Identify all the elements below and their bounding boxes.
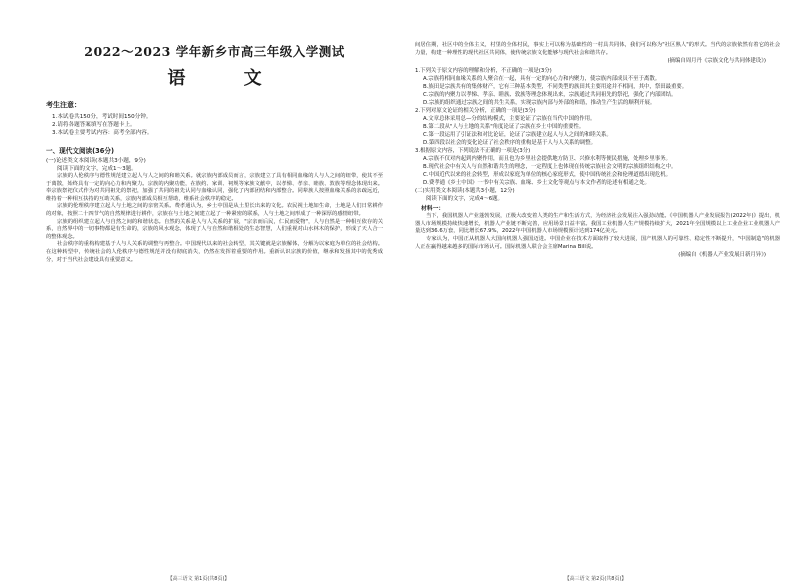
passage-paragraph: 宗族的组织建立起人与自然之间的和谐状态。自然的关系是人与人关系的扩展，"宗亲而后民，仁民而爱物"，人与自然是一种相互依存的关系，自然界中的一切事物都是有生命的，宗族的风水观念，体现了人与自然和谐相处的生态智慧，人们重视对山水林木的保护，形成了天人合一的整体观念。 <box>46 218 383 240</box>
option: C.宗族的内聚力以孝悌、孝亲、睦族、敦族等理念体现出来，宗族通过共同祖先的祭祀，强化了内部团结。 <box>423 92 677 99</box>
page-footer: 【高三语文 第2页(共8页)】 <box>564 576 627 582</box>
passage-paragraph: 宗族的人伦秩序与德性规范建立起人与人之间的和睦关系。就宗族内部成员而言，宗族建立了具有相同血缘的人与人之间的纽带，使其不至于离散，始终具有一定的向心力和内聚力。宗族的内聚功能，在族约、家训、祠规等家族文献中，以孝悌、孝亲、睦族、敦族等理念体现出来。奉宗族祭祀仪式作为对共同祖先的祭祀，加强了共同的祖先认同与血缘认同，强化了内部团结和内部整合。同辈族人按照血缘关系的亲疏远近，维持着一种相互扶持的互助关系，宗族内部成员相互帮助，维系社会秩序的稳定。 <box>46 173 383 202</box>
material-label: 材料一： <box>421 206 445 213</box>
option: A.文章总体采用总—分的结构模式，主要论证了宗族在当代中国的作用。 <box>423 116 596 123</box>
question-2: 2.下列对原文论证的相关分析，正确的一项是(3分) <box>415 108 536 115</box>
exam-title: 2022～2023 学年新乡市高三年级入学测试 <box>84 44 345 59</box>
material-paragraph: 专家认为，中国正从机器人大国向机器人强国迈进。中国企业在技术方面取得了较大进展，国产机器人的可靠性、稳定性不断提升，"中国制造"的机器人正在赢得越来越多的国际市场认可。国际机器人联合会主席Marina Bill说。 <box>415 235 780 250</box>
option: D.费孝通《乡土中国》一书中有关宗族、血缘、乡土文化等观点与本文作者的论述有相通之处。 <box>423 180 650 187</box>
option: B.族田是宗族共有的集体财产，它有三种基本类型，不同类型的族田其主要用途并不相同，其中，祭田最重要。 <box>423 84 688 91</box>
part-heading: (一)论述类文本阅读(本题共3小题，9分) <box>46 158 146 164</box>
option: A.宗族将相同血缘关系的人聚合在一起，具有一定的向心力和内聚力，使宗族内部成员不至于离散。 <box>423 76 661 83</box>
option: C.第一段运用了引证法和对比论证，论证了宗族建立起人与人之间的和睦关系。 <box>423 132 612 139</box>
option: B.第二段从"人与土地的关系"角度论证了宗族在乡土中国的重要性。 <box>423 124 585 131</box>
question-3: 3.根据原文内容，下列说法不正确的一项是(3分) <box>415 148 531 155</box>
page-footer: 【高三语文 第1页(共8页)】 <box>167 576 230 582</box>
source-citation: (摘编自周月丹《宗族文化与共同体建设》) <box>667 58 766 65</box>
instruction: 阅读下面的文字，完成1～3题。 <box>57 166 137 172</box>
part-heading: (二)实用类文本阅读(本题共3小题，12分) <box>415 188 515 195</box>
passage-paragraph: 间居住期，社区中的全体主义，村里的全体村民，事实上可以称为基础性的一村具共同体，我们可以称为"社区熟人"的形式。当代的宗族依然有着它的社会力量，构建一种理性的现代社区共同体，使传统宗族文化能够与现代社会和谐共存。 <box>415 42 780 56</box>
option: A.宗族不仅对内起到内聚作用，而且也为乡里社会提供地方防卫、兴修水利等便民措施，处理乡里事务。 <box>423 156 671 163</box>
source-citation: (摘编自《机器人产业发展日新月异》) <box>678 252 766 259</box>
notice-item: 3.本试卷主要考试内容：高考全部内容。 <box>52 130 153 136</box>
subject-title: 语 文 <box>167 68 288 89</box>
instruction: 阅读下面的文字，完成4～6题。 <box>426 196 503 203</box>
notice-item: 2.请将各题答案填写在答题卡上。 <box>52 122 136 128</box>
section-heading: 一、现代文阅读(36分) <box>46 147 114 155</box>
passage-paragraph: 宗族的伦理秩序建立起人与土地之间的亲密关系。费孝通认为，乡土中国是从土里长出来的文化。农民视土地如生命，土地是人们日常耕作的对象，按照二十四节气的自然规律进行耕作，宗族在与土地之间建立起了一种紧密的联系，人与土地之间形成了一种深厚的感情纽带。 <box>46 203 383 217</box>
notice-title: 考生注意： <box>46 101 81 109</box>
option: B.现代社会中有关人与自然和谐共生的理念，一定程度上也体现在传统宗族社会文明的宗族组织结构之中。 <box>423 164 677 171</box>
notice-item: 1.本试卷共150分，考试时间150分钟。 <box>52 114 152 120</box>
material-paragraph: 当下，我国机器人产业蓬勃发展，正极大改变着人类的生产和生活方式，为经济社会发展注入强劲动能。《中国机器人产业发展报告(2022年)》提出，机器人市场规模持续快速增长，机器人产业链不断完善，应用场景日益丰富。我国工业机器人生产规模持续扩大，2021年全国规模以上工业企业工业机器人产量达到36.6万套，同比增长67.9%，2022年中国机器人市场规模预计达到174亿美元。 <box>415 213 780 235</box>
passage-paragraph: 社会秩序的重构构建基于人与人关系的调整与再整合。中国现代以来的社会转型，其关键就是宗族解体，分解为以家庭为单位的社会结构。在这种转型中，传统社会的人伦秩序与德性规范并没有彻底消失，仍然在发挥着重要的作用。重新认识宗族的价值，继承和发扬其中的优秀成分，对于当代社会建设具有重要意义。 <box>46 241 383 263</box>
option: D.第四段以社会的变化论证了社会秩序的重构是基于人与人关系的调整。 <box>423 140 596 147</box>
option: C.中国近代以来的社会转型，形成以家庭为单位的核心家庭形式，使中国传统社会和伦理道德出现危机。 <box>423 172 672 179</box>
page-two <box>397 0 794 588</box>
question-1: 1.下列关于原文内容的理解和分析，不正确的一项是(3分) <box>415 68 552 75</box>
option: D.宗族的组织通过宗族之间的共生关系，实现宗族内部与外部的和谐，推动生产生活的顺利开展。 <box>423 100 656 107</box>
